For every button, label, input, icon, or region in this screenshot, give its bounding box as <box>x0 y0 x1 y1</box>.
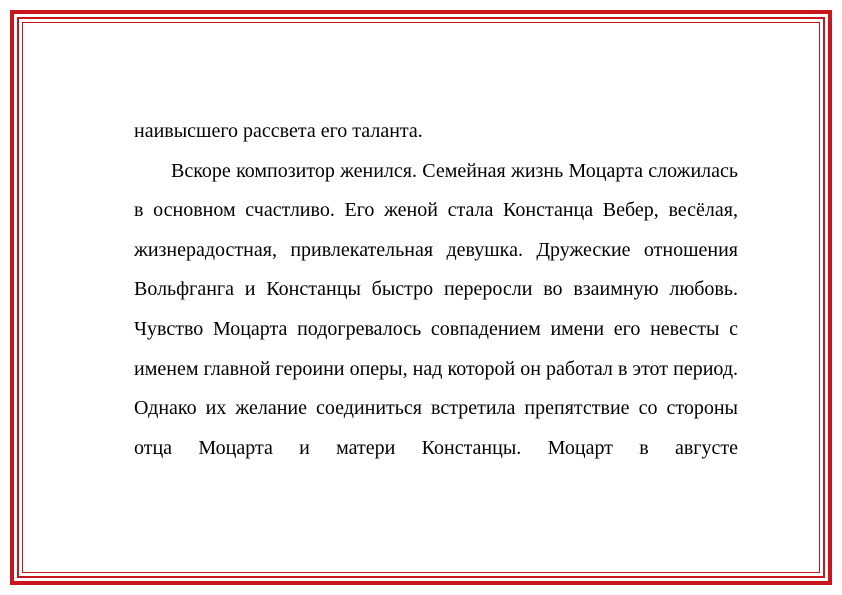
paragraph-continuation: наивысшего рассвета его таланта. <box>134 120 423 142</box>
body-text <box>134 112 738 468</box>
paragraph-marriage: Вскоре композитор женился. Семейная жизнь Моцарта сложилась в основном счастливо. Его женой стала Констанца Вебер, весёлая, жизнерадостная, привлекательная девушка. Дружеские отношения Вольфганга и Констанцы быстро переросли во взаимную любовь. Чувство Моцарта подогревалось совпадением имени его невесты с именем главной героини оперы, над которой он работал в этот период. Однако их желание соединиться встретила препятствие со стороны отца Моцарта и матери Констанцы. Моцарт в августе <box>134 159 738 459</box>
